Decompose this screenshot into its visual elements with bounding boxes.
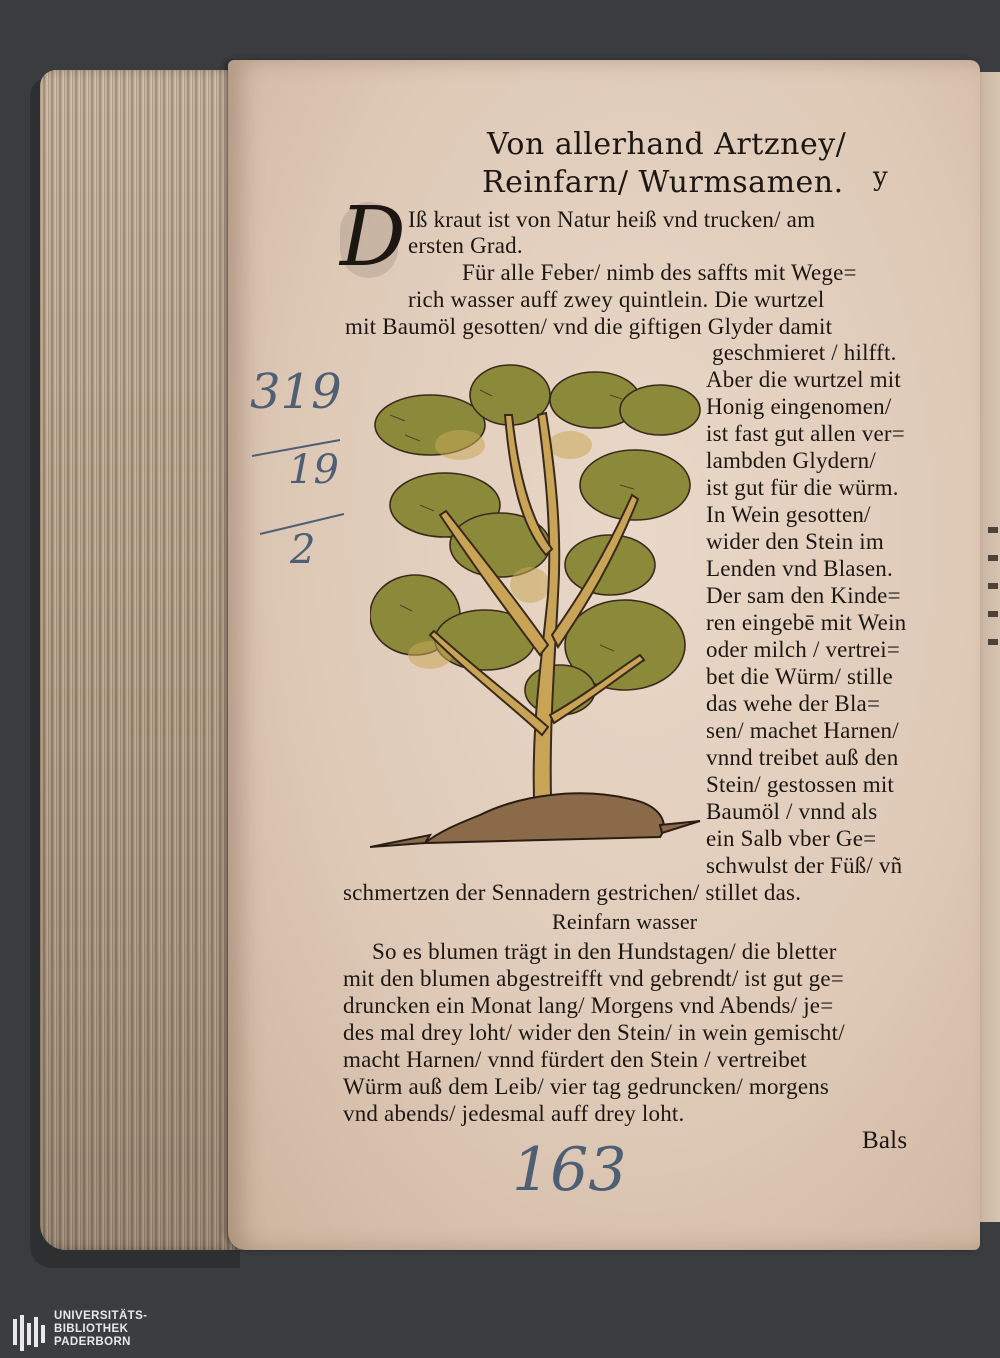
text-line: ersten Grad. [408, 233, 523, 258]
text-line: vnd abends/ jedesmal auff drey loht. [343, 1101, 685, 1126]
text-line: mit den blumen abgestreifft vnd gebrendt/ ist gut ge= [343, 966, 844, 991]
tansy-woodcut-illustration [370, 355, 710, 855]
text-line: Würm auß dem Leib/ vier tag gedruncken/ morgens [343, 1074, 830, 1099]
page-edges-shade [40, 70, 245, 1250]
margin-note-number: 2 [290, 527, 316, 573]
dropcap-letter: D [340, 190, 406, 285]
text-line: Stein/ gestossen mit [706, 772, 894, 797]
text-line: Honig eingenomen/ [706, 394, 892, 419]
library-name-line: PADERBORN [54, 1336, 131, 1348]
text-line: sen/ machet Harnen/ [706, 718, 899, 743]
margin-note-shelfmark: 319 [250, 364, 342, 420]
text-line: macht Harnen/ vnnd fürdert den Stein / vertreibet [343, 1047, 807, 1072]
text-line: geschmieret / hilfft. [712, 340, 897, 365]
library-name-line: UNIVERSITÄTS- [54, 1310, 148, 1322]
footer-bar [0, 1308, 1000, 1358]
text-line: ren eingebē mit Wein [706, 610, 907, 635]
text-line: oder milch / vertrei= [706, 637, 901, 662]
handwritten-page-number: 163 [512, 1135, 627, 1205]
page-heading-line2: Reinfarn/ Wurmsamen. [482, 165, 844, 200]
text-line: das wehe der Bla= [706, 691, 881, 716]
text-line: mit Baumöl gesotten/ vnd die giftigen Glyder damit [345, 314, 833, 339]
text-line: vnnd treibet auß den [706, 745, 899, 770]
margin-note-number: 19 [288, 447, 339, 493]
library-logo-icon [12, 1313, 46, 1353]
text-line: des mal drey loht/ wider den Stein/ in wein gemischt/ [343, 1020, 845, 1045]
library-name [54, 1310, 147, 1349]
text-line: Für alle Feber/ nimb des saffts mit Wege= [462, 260, 857, 285]
library-name-line: BIBLIOTHEK [54, 1323, 129, 1335]
text-line: ein Salb vber Ge= [706, 826, 877, 851]
text-line: druncken ein Monat lang/ Morgens vnd Abends/ je= [343, 993, 834, 1018]
text-line: Aber die wurtzel mit [706, 367, 901, 392]
section-subheading: Reinfarn wasser [552, 909, 698, 934]
text-line: ist gut für die würm. [706, 475, 899, 500]
text-line: wider den Stein im [706, 529, 884, 554]
text-line: Baumöl / vnnd als [706, 799, 878, 824]
text-line: schwulst der Füß/ vñ [706, 853, 903, 878]
page-corner-mark: y [873, 162, 889, 192]
text-line: Iß kraut ist von Natur heiß vnd trucken/ am [408, 207, 816, 232]
text-line: So es blumen trägt in den Hundstagen/ die bletter [372, 939, 837, 964]
text-line: schmertzen der Sennadern gestrichen/ stillet das. [343, 880, 802, 905]
text-line: rich wasser auff zwey quintlein. Die wurtzel [408, 287, 825, 312]
text-line: bet die Würm/ stille [706, 664, 893, 689]
catchword: Bals [862, 1127, 908, 1154]
margin-note-strokes [240, 430, 350, 550]
page-heading-line1: Von allerhand Artzney/ [487, 127, 847, 162]
text-line: Der sam den Kinde= [706, 583, 901, 608]
text-line: lambden Glydern/ [706, 448, 876, 473]
text-line: Lenden vnd Blasen. [706, 556, 893, 581]
text-line: In Wein gesotten/ [706, 502, 871, 527]
text-line: ist fast gut allen ver= [706, 421, 905, 446]
